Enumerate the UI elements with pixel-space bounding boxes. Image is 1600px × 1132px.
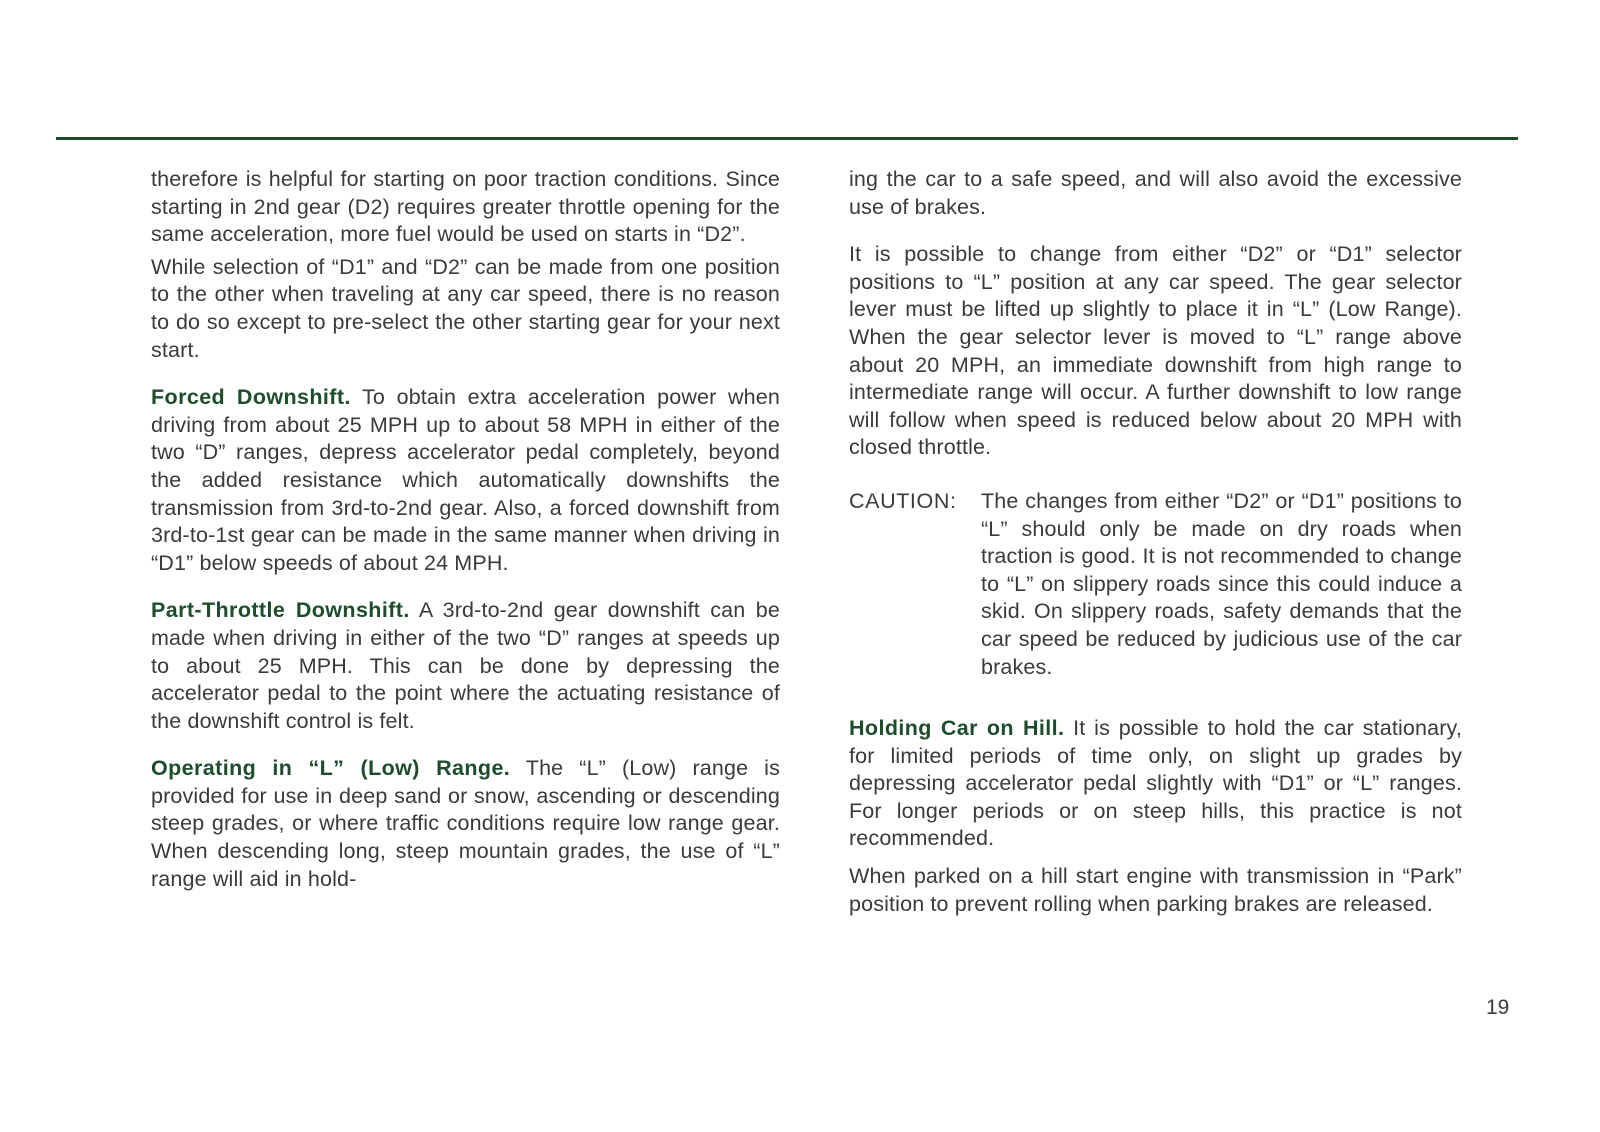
text-forced-downshift: To obtain extra acceleration power when driving from about 25 MPH up to about 58 MPH in either of the two “D” ranges, depress accelerator pedal completely, beyond the added resistance which automatically downshifts the transmission from 3rd-to-2nd gear. Also, a forced downshift from 3rd-to-1st gear can be made in the same manner when driving in “D1” below speeds of about 24 MPH. — [151, 385, 780, 575]
section-low-range — [151, 755, 780, 893]
text-holding-car-on-hill: It is possible to hold the car stationary, for limited periods of time only, on slight up grades by depressing accelerator pedal slightly with “D1” or “L” ranges. For longer periods or on steep hills, this practice is not recommended. — [849, 716, 1462, 851]
paragraph-selection: While selection of “D1” and “D2” can be made from one position to the other when traveling at any car speed, there is no reason to do so except to pre-select the other starting gear for your next start. — [151, 254, 780, 362]
paragraph-change-to-l: It is possible to change from either “D2” or “D1” selector positions to “L” position at any car speed. The gear selector lever must be lifted up slightly to place it in “L” (Low Range). When the gear selector lever is moved to “L” range above about 20 MPH, an immediate downshift from high range to intermediate range will occur. A further downshift to low range will follow when speed is reduced below about 20 MPH with closed throttle. — [849, 242, 1462, 460]
paragraph-traction: therefore is helpful for starting on poor traction conditions. Since starting in 2nd gear (D2) requires greater throttle opening for the same acceleration, more fuel would be used on starts in “D2”. — [151, 167, 780, 247]
right-column — [849, 166, 1462, 918]
heading-part-throttle-downshift: Part-Throttle Downshift. — [151, 598, 410, 623]
section-forced-downshift — [151, 384, 780, 577]
caution-label: CAUTION: — [849, 488, 957, 513]
section-holding-car-on-hill — [849, 715, 1462, 853]
page-number: 19 — [1486, 996, 1510, 1019]
header-rule — [56, 137, 1518, 140]
heading-forced-downshift: Forced Downshift. — [151, 385, 351, 410]
paragraph-continuation: ing the car to a safe speed, and will also avoid the excessive use of brakes. — [849, 167, 1462, 219]
caution-block — [849, 488, 1462, 681]
heading-holding-car-on-hill: Holding Car on Hill. — [849, 716, 1065, 741]
section-part-throttle-downshift — [151, 597, 780, 735]
text-low-range: The “L” (Low) range is provided for use in deep sand or snow, ascending or descending steep grades, or where traffic conditions require low range gear. When descending long, steep mountain grades, the use of “L” range will aid in hold- — [151, 756, 780, 891]
text-part-throttle-downshift: A 3rd-to-2nd gear downshift can be made when driving in either of the two “D” ranges at speeds up to about 25 MPH. This can be done by depressing the accelerator pedal to the point where the actuating resistance of the downshift control is felt. — [151, 598, 780, 733]
caution-text: The changes from either “D2” or “D1” positions to “L” should only be made on dry roads when traction is good. It is not recommended to change to “L” on slippery roads since this could induce a skid. On slippery roads, safety demands that the car speed be reduced by judicious use of the car brakes. — [981, 488, 1462, 679]
heading-low-range: Operating in “L” (Low) Range. — [151, 756, 511, 781]
left-column — [151, 166, 780, 893]
paragraph-parked-on-hill: When parked on a hill start engine with transmission in “Park” position to prevent rolling when parking brakes are released. — [849, 864, 1462, 916]
